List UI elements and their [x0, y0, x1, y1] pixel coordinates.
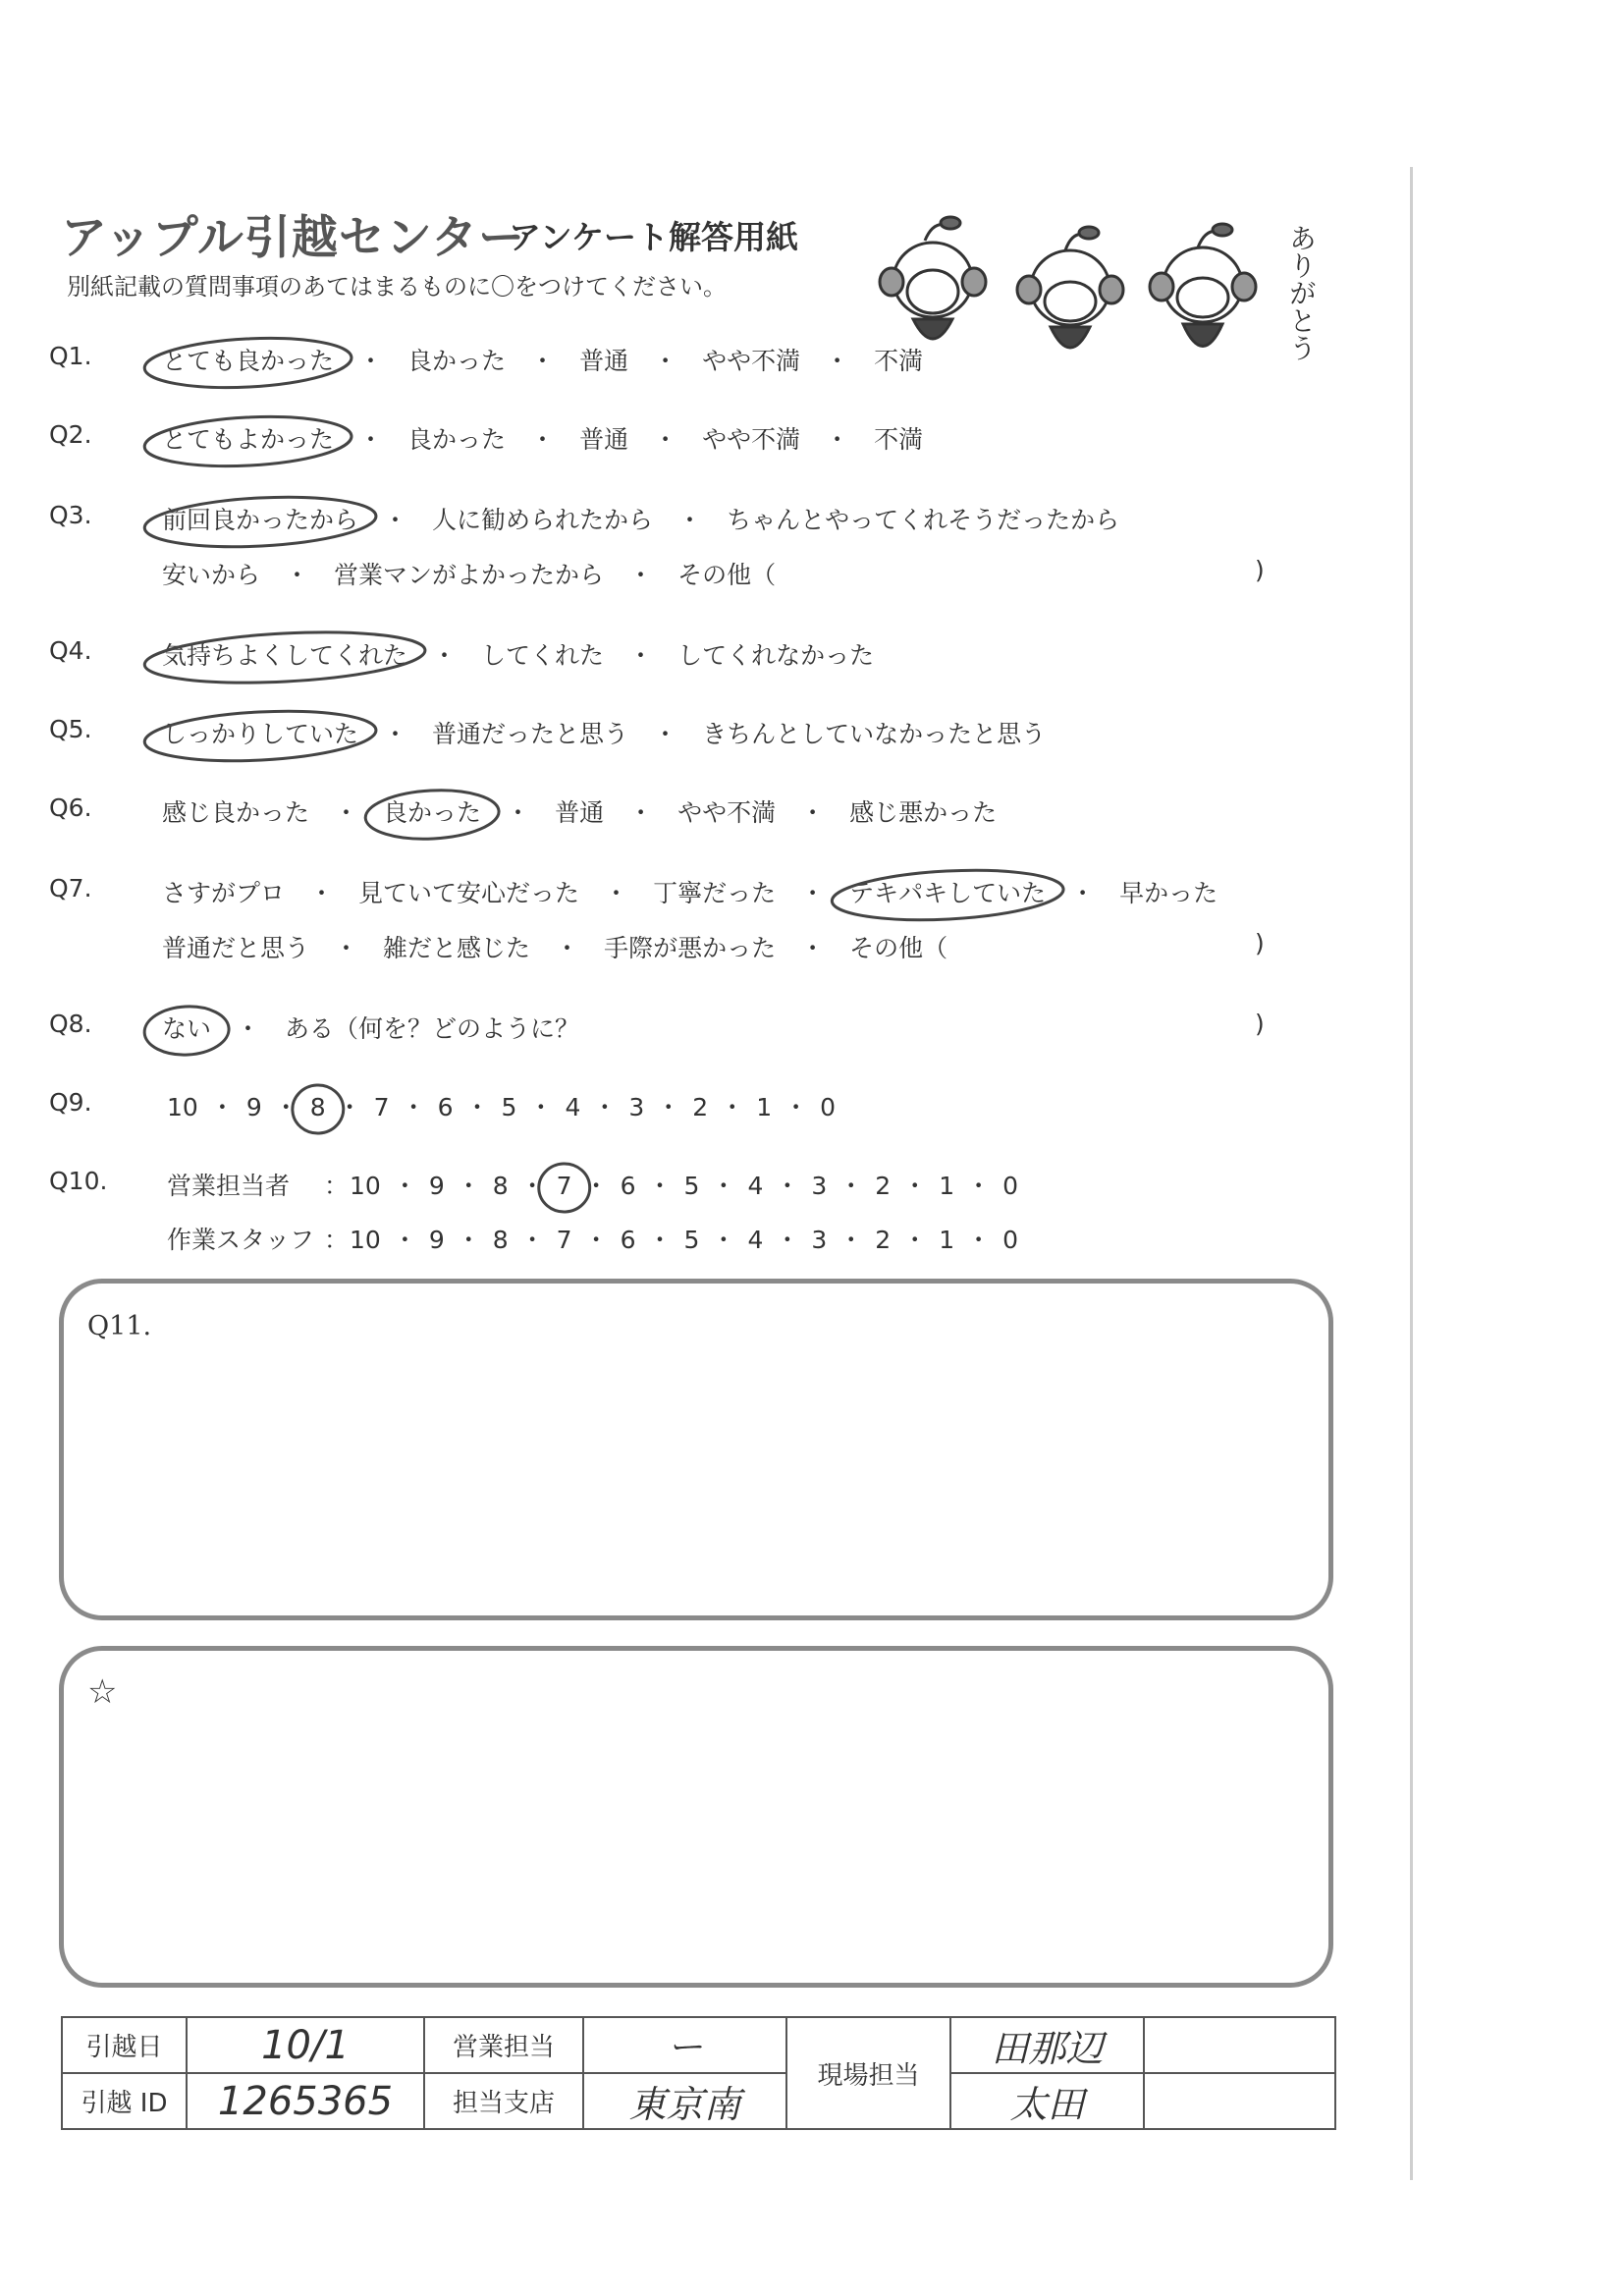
q10-sales-colon: ： [324, 1172, 350, 1200]
question-row [162, 501, 1119, 536]
score-option[interactable]: 1 [939, 1172, 955, 1200]
score-option[interactable]: 2 [692, 1093, 709, 1121]
move-date-value: 10/1 [187, 2017, 424, 2073]
separator-dot: ・ [334, 425, 408, 454]
score-option[interactable]: 6 [437, 1093, 454, 1121]
mascot-illustration [864, 211, 1296, 383]
separator-dot: ・ [647, 1226, 673, 1254]
q10-staff-colon: ： [324, 1226, 350, 1254]
score-option[interactable]: 10 [350, 1172, 381, 1200]
separator-dot: ・ [784, 1093, 809, 1121]
separator-dot: ・ [358, 506, 433, 534]
score-option[interactable]: 2 [875, 1226, 892, 1254]
q9-label: Q9. [49, 1088, 92, 1117]
score-option[interactable]: 10 [350, 1226, 381, 1254]
score-option[interactable]: 10 [167, 1093, 198, 1121]
answer-option[interactable]: とても良かった [162, 347, 335, 375]
answer-option[interactable]: 普通だと思う [162, 934, 310, 962]
separator-dot: ・ [285, 879, 359, 907]
score-option[interactable]: 1 [756, 1093, 773, 1121]
score-option[interactable]: 5 [683, 1226, 700, 1254]
separator-dot: ・ [334, 347, 408, 375]
separator-dot: ・ [209, 1093, 235, 1121]
answer-option[interactable]: 良かった [407, 347, 507, 375]
score-option[interactable]: 6 [620, 1172, 636, 1200]
separator-dot: ・ [604, 798, 678, 827]
branch-label: 担当支店 [424, 2073, 583, 2129]
answer-option[interactable]: やや不満 [702, 425, 801, 454]
sales-rep-value: ー [583, 2017, 786, 2073]
answer-option[interactable]: 普通 [555, 798, 605, 827]
answer-option[interactable]: しっかりしていた [162, 720, 359, 748]
answer-option[interactable]: 不満 [874, 425, 924, 454]
question-row [162, 636, 874, 672]
question-label-q8: Q8. [49, 1010, 92, 1038]
closing-paren: ) [1255, 929, 1265, 957]
question-row [162, 556, 776, 591]
q11-label: Q11. [87, 1311, 152, 1341]
star-comment-box[interactable] [59, 1646, 1333, 1988]
separator-dot: ・ [839, 1172, 864, 1200]
answer-option[interactable]: 前回良かったから [162, 506, 359, 534]
mascot-caption: ありがとう [1285, 224, 1318, 361]
question-row [162, 793, 997, 829]
separator-dot: ・ [530, 934, 605, 962]
score-option[interactable]: 4 [747, 1226, 764, 1254]
score-option[interactable]: 5 [683, 1172, 700, 1200]
answer-option[interactable]: テキパキしていた [849, 879, 1047, 907]
separator-dot: ・ [604, 561, 678, 589]
answer-option[interactable]: やや不満 [702, 347, 801, 375]
question-label-q6: Q6. [49, 793, 92, 822]
q10-sales-scale [350, 1167, 1018, 1202]
separator-dot: ・ [628, 425, 703, 454]
score-option[interactable]: 4 [565, 1093, 581, 1121]
separator-dot: ・ [1046, 879, 1120, 907]
score-option[interactable]: 6 [620, 1226, 636, 1254]
answer-option[interactable]: 感じ良かった [162, 798, 310, 827]
separator-dot: ・ [506, 347, 580, 375]
answer-option[interactable]: ない [162, 1014, 212, 1043]
form-title: アンケート解答用紙 [509, 218, 799, 256]
separator-dot: ・ [776, 798, 850, 827]
separator-dot: ・ [273, 1093, 298, 1121]
score-option[interactable]: 7 [373, 1093, 390, 1121]
separator-dot: ・ [464, 1093, 490, 1121]
separator-dot: ・ [776, 934, 850, 962]
separator-dot: ・ [211, 1014, 286, 1043]
star-label: ☆ [87, 1672, 118, 1712]
score-option[interactable]: 8 [309, 1093, 326, 1121]
score-option[interactable]: 2 [875, 1172, 892, 1200]
answer-option[interactable]: 人に勧められたから [432, 506, 654, 534]
q10-staff-scale [350, 1221, 1018, 1256]
score-option[interactable]: 3 [811, 1226, 828, 1254]
answer-option[interactable]: 普通 [579, 425, 629, 454]
move-id-label: 引越 ID [62, 2073, 187, 2129]
company-name: アップル引越センター [61, 211, 525, 265]
score-option[interactable]: 0 [1002, 1172, 1019, 1200]
site-staff-1: 田那辺 [950, 2017, 1144, 2073]
answer-option[interactable]: やや不満 [677, 798, 777, 827]
answer-option[interactable]: 良かった [383, 798, 482, 827]
answer-option[interactable]: 感じ悪かった [849, 798, 998, 827]
score-option[interactable]: 3 [628, 1093, 645, 1121]
answer-option[interactable]: 早かった [1119, 879, 1218, 907]
separator-dot: ・ [711, 1172, 736, 1200]
separator-dot: ・ [528, 1093, 554, 1121]
site-staff-label: 現場担当 [786, 2017, 950, 2129]
separator-dot: ・ [519, 1226, 545, 1254]
question-label-q3: Q3. [49, 501, 92, 529]
answer-option[interactable]: してくれなかった [677, 641, 875, 670]
separator-dot: ・ [966, 1172, 992, 1200]
question-label-q5: Q5. [49, 715, 92, 743]
separator-dot: ・ [800, 425, 875, 454]
answer-option[interactable]: 不満 [874, 347, 924, 375]
score-option[interactable]: 9 [428, 1172, 445, 1200]
q10-staff-name: 作業スタッフ [167, 1226, 315, 1254]
question-label-q4: Q4. [49, 636, 92, 665]
answer-option[interactable]: とてもよかった [162, 425, 335, 454]
move-id-value: 1265365 [187, 2073, 424, 2129]
question-row [162, 874, 1217, 909]
score-option[interactable]: 1 [939, 1226, 955, 1254]
sales-rep-label: 営業担当 [424, 2017, 583, 2073]
question-row [162, 715, 1046, 750]
q9-scale [167, 1088, 836, 1123]
site-staff-empty-1 [1144, 2017, 1335, 2073]
separator-dot: ・ [401, 1093, 426, 1121]
site-staff-2: 太田 [950, 2073, 1144, 2129]
answer-option[interactable]: 営業マンがよかったから [334, 561, 605, 589]
separator-dot: ・ [775, 1172, 800, 1200]
separator-dot: ・ [711, 1226, 736, 1254]
q11-comment-box[interactable] [59, 1279, 1333, 1620]
score-option[interactable]: 7 [556, 1226, 572, 1254]
question-label-q7: Q7. [49, 874, 92, 902]
score-option[interactable]: 9 [245, 1093, 262, 1121]
score-option[interactable]: 8 [492, 1226, 509, 1254]
page-fold-line [1410, 167, 1413, 2180]
info-table [61, 2016, 1336, 2130]
separator-dot: ・ [902, 1226, 928, 1254]
question-row [162, 1010, 579, 1045]
question-row [162, 420, 923, 456]
separator-dot: ・ [309, 934, 384, 962]
question-label-q2: Q2. [49, 420, 92, 449]
q10-sales-name: 営業担当者 [167, 1172, 291, 1200]
score-option[interactable]: 8 [492, 1172, 509, 1200]
separator-dot: ・ [358, 720, 433, 748]
instruction-text: 別紙記載の質問事項のあてはまるものに〇をつけてください。 [67, 273, 727, 301]
answer-option[interactable]: 普通 [579, 347, 629, 375]
answer-option[interactable]: ちゃんとやってくれそうだったから [727, 506, 1120, 534]
answer-option[interactable]: してくれた [481, 641, 605, 670]
score-option[interactable]: 7 [556, 1172, 572, 1200]
score-option[interactable]: 9 [428, 1226, 445, 1254]
answer-option[interactable]: 安いから [162, 561, 261, 589]
separator-dot: ・ [647, 1172, 673, 1200]
separator-dot: ・ [839, 1226, 864, 1254]
separator-dot: ・ [506, 425, 580, 454]
answer-option[interactable]: 手際が悪かった [604, 934, 777, 962]
separator-dot: ・ [392, 1226, 417, 1254]
separator-dot: ・ [309, 798, 384, 827]
answer-option[interactable]: 良かった [407, 425, 507, 454]
answer-option[interactable]: さすがプロ [162, 879, 286, 907]
separator-dot: ・ [260, 561, 335, 589]
move-date-label: 引越日 [62, 2017, 187, 2073]
question-row [162, 342, 923, 377]
closing-paren: ) [1255, 556, 1265, 584]
separator-dot: ・ [653, 506, 728, 534]
separator-dot: ・ [966, 1226, 992, 1254]
separator-dot: ・ [407, 641, 482, 670]
site-staff-empty-2 [1144, 2073, 1335, 2129]
answer-option[interactable]: 気持ちよくしてくれた [162, 641, 408, 670]
separator-dot: ・ [392, 1172, 417, 1200]
separator-dot: ・ [604, 641, 678, 670]
answer-option[interactable]: その他（ [677, 561, 777, 589]
separator-dot: ・ [628, 347, 703, 375]
score-option[interactable]: 0 [1002, 1226, 1019, 1254]
separator-dot: ・ [337, 1093, 362, 1121]
separator-dot: ・ [902, 1172, 928, 1200]
branch-value: 東京南 [583, 2073, 786, 2129]
separator-dot: ・ [656, 1093, 681, 1121]
separator-dot: ・ [776, 879, 850, 907]
score-option[interactable]: 0 [820, 1093, 837, 1121]
question-row [162, 929, 947, 964]
separator-dot: ・ [519, 1172, 545, 1200]
closing-paren: ) [1255, 1010, 1265, 1038]
answer-option[interactable]: 普通だったと思う [432, 720, 629, 748]
score-option[interactable]: 5 [501, 1093, 517, 1121]
answer-option[interactable]: 雑だと感じた [383, 934, 531, 962]
answer-option[interactable]: ある（何を？どのように？ [285, 1014, 580, 1043]
separator-dot: ・ [628, 720, 703, 748]
separator-dot: ・ [456, 1172, 481, 1200]
score-option[interactable]: 3 [811, 1172, 828, 1200]
separator-dot: ・ [579, 879, 654, 907]
answer-option[interactable]: その他（ [849, 934, 948, 962]
separator-dot: ・ [800, 347, 875, 375]
separator-dot: ・ [720, 1093, 745, 1121]
separator-dot: ・ [583, 1172, 609, 1200]
separator-dot: ・ [583, 1226, 609, 1254]
score-option[interactable]: 4 [747, 1172, 764, 1200]
answer-option[interactable]: 丁寧だった [653, 879, 777, 907]
question-label-q1: Q1. [49, 342, 92, 370]
answer-option[interactable]: きちんとしていなかったと思う [702, 720, 1047, 748]
separator-dot: ・ [592, 1093, 618, 1121]
separator-dot: ・ [481, 798, 556, 827]
separator-dot: ・ [775, 1226, 800, 1254]
q10-label: Q10. [49, 1167, 108, 1195]
separator-dot: ・ [456, 1226, 481, 1254]
answer-option[interactable]: 見ていて安心だった [358, 879, 580, 907]
